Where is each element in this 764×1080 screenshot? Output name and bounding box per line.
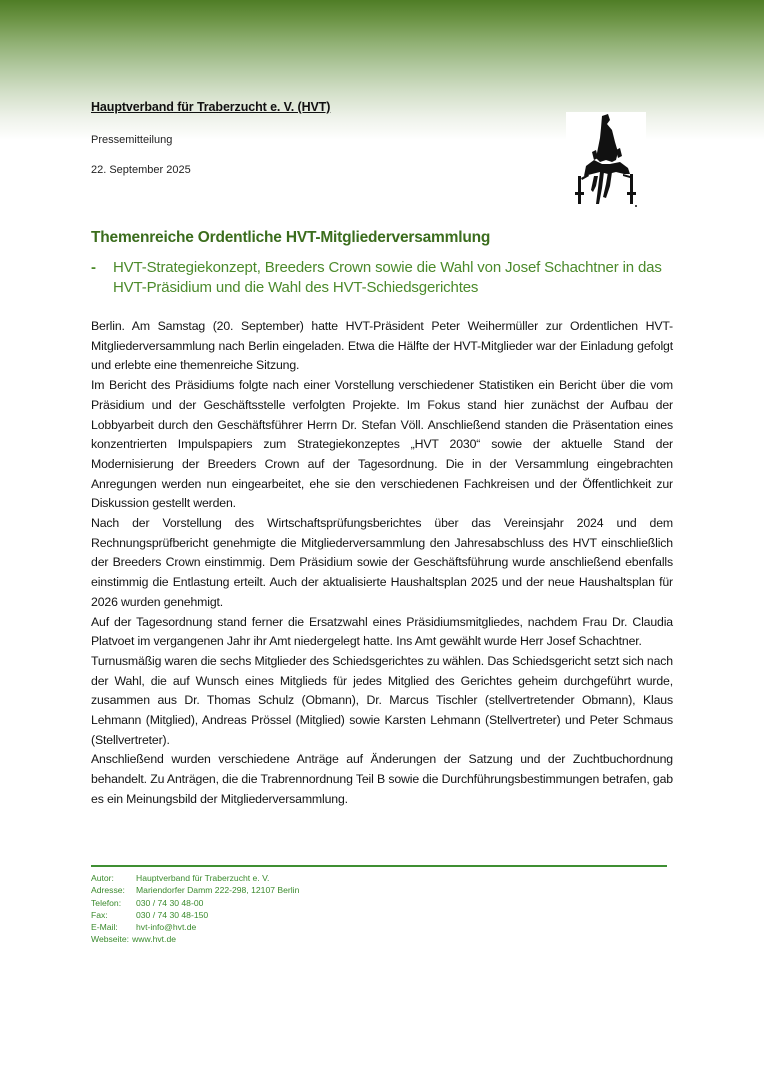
paragraph-financials: Nach der Vorstellung des Wirtschaftsprüfungsberichtes über das Vereinsjahr 2024 und dem Rechnungsprüfbericht genehmigte die Mitgliederversammlung den Jahresabschluss des HVT einschließlich der Breeders Crown einstimmig. Dem Präsidium sowie der Geschäftsführung wurde anschließend ebenfalls einstimmig die Entlastung erteilt. Auch der aktualisierte Haushaltsplan 2025 und der neue Haushaltsplan für 2026 wurden genehmigt. (91, 516, 673, 609)
header-gradient-band (0, 0, 764, 140)
footer-row-website (91, 933, 299, 945)
subheadline-text: HVT-Strategiekonzept, Breeders Crown sowie die Wahl von Josef Schachtner in das HVT-Präsidium und die Wahl des HVT-Schiedsgerichtes (113, 259, 662, 296)
footer-label: Autor: (91, 873, 114, 883)
paragraph-arbitration-court: Turnusmäßig waren die sechs Mitglieder des Schiedsgerichtes zu wählen. Das Schiedsgericht setzt sich nach der Wahl, die auf Wunsch eines Mitglieds für jedes Mitglied des Gerichtes geheim durchgeführt wurde, zusammen aus Dr. Thomas Schulz (Obmann), Dr. Marcus Tischler (stellvertretender Obmann), Klaus Lehmann (Mitglied), Andreas Prössel (Mitglied) sowie Karsten Lehmann (Stellvertreter) und Peter Schmaus (Stellvertreter). (91, 653, 673, 747)
footer-value: Mariendorfer Damm 222-298, 12107 Berlin (136, 885, 300, 896)
footer-value: 030 / 74 30 48-150 (136, 909, 209, 920)
footer-value: 030 / 74 30 48-00 (136, 897, 204, 908)
paragraph-praesidium-report: Im Bericht des Präsidiums folgte nach einer Vorstellung verschiedener Statistiken ein Bericht über die vom Präsidium und der Geschäftsstelle verfolgten Projekte. Im Fokus stand hier zunächst der Aufbau der Lobbyarbeit durch den Geschäftsführer Herrn Dr. Stefan Völl. Anschließend standen die Präsentation eines konzentrierten Impulspapiers zum Strategiekonzeptes „HVT 2030“ sowie der aktuelle Stand der Modernisierung der Breeders Crown auf der Tagesordnung. Die in der Versammlung eingebrachten Anregungen werden nun eingearbeitet, ehe sie den verschiedenen Fachkreisen und der Öffentlichkeit zur Diskussion gestellt werden. (91, 378, 673, 511)
paragraph-election: Auf der Tagesordnung stand ferner die Ersatzwahl eines Präsidiumsmitgliedes, nachdem Frau Dr. Claudia Platvoet im vergangenen Jahr ihr Amt niedergelegt hatte. Ins Amt gewählt wurde Herr Josef Schachtner. (91, 614, 673, 649)
footer-label: Adresse: (91, 885, 125, 896)
footer-contact-info (91, 872, 299, 946)
article-headline: Themenreiche Ordentliche HVT-Mitgliederversammlung (91, 229, 491, 246)
article-body (91, 317, 673, 810)
footer-label: E-Mail: (91, 922, 118, 933)
footer-row-email (91, 921, 299, 933)
website-link[interactable]: www.hvt.de (132, 934, 177, 945)
article-subheadline (91, 258, 691, 298)
footer-row-phone (91, 897, 299, 909)
subheadline-bullet: - (91, 259, 96, 276)
document-type: Pressemitteilung (91, 134, 173, 146)
footer-row-author (91, 872, 299, 884)
footer-label: Webseite: (91, 934, 130, 945)
footer-row-address (91, 884, 299, 896)
trotter-horse-logo-icon (566, 112, 646, 210)
footer-value: Hauptverband für Traberzucht e. V. (136, 873, 270, 883)
paragraph-motions: Anschließend wurden verschiedene Anträge auf Änderungen der Satzung und der Zuchtbuchordnung behandelt. Zu Anträgen, die die Trabrennordnung Teil B sowie die Durchführungsbestimmungen betrafen, gab es ein Meinungsbild der Mitgliederversammlung. (91, 752, 673, 806)
footer-label: Telefon: (91, 897, 122, 908)
document-date: 22. September 2025 (91, 164, 191, 176)
paragraph-intro: Berlin. Am Samstag (20. September) hatte HVT-Präsident Peter Weihermüller zur Ordentlichen HVT-Mitgliederversammlung nach Berlin eingeladen. Etwa die Hälfte der HVT-Mitglieder war der Einladung gefolgt und erlebte eine themenreiche Sitzung. (91, 319, 673, 373)
footer-row-fax (91, 909, 299, 921)
footer-label: Fax: (91, 909, 108, 920)
footer-divider (91, 865, 667, 867)
email-link[interactable]: hvt-info@hvt.de (136, 922, 197, 933)
organization-name: Hauptverband für Traberzucht e. V. (HVT) (91, 100, 331, 114)
